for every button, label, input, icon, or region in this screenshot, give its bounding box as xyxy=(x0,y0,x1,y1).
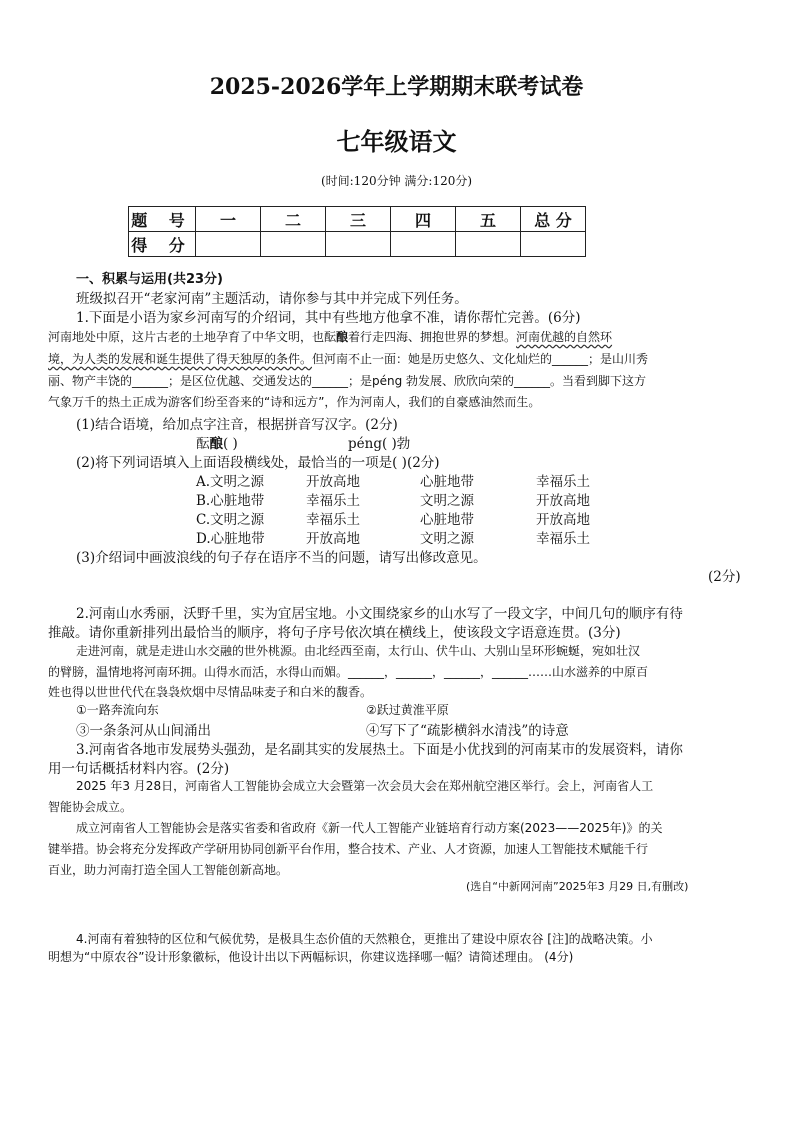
option-word: 文明之源 xyxy=(420,493,474,509)
q1-sub1-answer-a xyxy=(196,432,238,452)
option-word: 开放高地 xyxy=(306,474,360,490)
score-cell: 二 xyxy=(261,207,326,232)
answer-blank: ( ) xyxy=(223,436,238,452)
q3-material-line: 百业，助力河南打造全国人工智能创新高地。 xyxy=(48,863,289,877)
option-word: 幸福乐土 xyxy=(306,493,360,509)
q2-passage-line: 走进河南，就是走进山水交融的世外桃源。由北经西至南，太行山、伏牛山、大别山呈环形蜿蜒，宛如壮汉 xyxy=(76,644,641,658)
score-input-cell xyxy=(456,232,521,257)
score-cell: 四 xyxy=(391,207,456,232)
option-word: 开放高地 xyxy=(306,531,360,547)
q2-passage-line: 的臂膀，温情地将河南环拥。山得水而活，水得山而媚。______，______，______，______……山水滋养的中原百 xyxy=(48,665,649,679)
score-input-cell xyxy=(326,232,391,257)
score-table-header-row xyxy=(129,207,586,232)
q1-passage-line: 气象万千的热土正成为游客们纷至沓来的“诗和远方”，作为河南人，我们的自豪感油然而生。 xyxy=(48,395,541,409)
q3-source: (选自“中新网河南”2025年3 月29 日,有删改) xyxy=(466,880,689,893)
score-cell: 总 分 xyxy=(521,207,586,232)
score-input-cell xyxy=(261,232,326,257)
text-run: 着行走四海、拥抱世界的梦想。 xyxy=(348,330,517,344)
q4-stem: 明想为“中原农谷”设计形象徽标，他设计出以下两幅标识，你建议选择哪一幅？请简述理由。 (4分) xyxy=(48,950,574,964)
q2-passage-line: 姓也得以世世代代在袅袅炊烟中尽情品味麦子和白米的馥香。 xyxy=(48,685,373,699)
q1-sub3-score: (2分) xyxy=(708,569,741,585)
option-word: 心脏地带 xyxy=(420,512,474,528)
text-run: 河南地处中原，这片古老的土地孕育了中华文明，也酝 xyxy=(48,330,337,344)
text-run: 但河南不止一面：她是历史悠久、文化灿烂的______；是山川秀 xyxy=(312,352,649,366)
q3-material-line: 智能协会成立。 xyxy=(48,800,133,814)
q1-passage-line xyxy=(48,350,648,367)
q3-stem: 用一句话概括材料内容。(2分) xyxy=(48,761,230,777)
subject-title: 七年级语文 xyxy=(336,127,457,156)
score-cell: 题 号 xyxy=(129,207,196,232)
q3-material-line: 成立河南省人工智能协会是落实省委和省政府《新一代人工智能产业链培育行动方案(2023——2025年)》的关 xyxy=(76,821,663,835)
q3-material-line: 2025 年3 月28日，河南省人工智能协会成立大会暨第一次会员大会在郑州航空港区举行。会上，河南省人工 xyxy=(76,779,654,793)
option-word: 开放高地 xyxy=(536,512,590,528)
score-cell: 一 xyxy=(196,207,261,232)
q3-stem: 3.河南省各地市发展势头强劲，是名副其实的发展热土。下面是小优找到的河南某市的发展资料，请你 xyxy=(76,742,683,758)
score-cell: 得 分 xyxy=(129,232,196,257)
score-table-score-row xyxy=(129,232,586,257)
q1-sub3: (3)介绍词中画波浪线的句子存在语序不当的问题，请写出修改意见。 xyxy=(76,550,487,566)
q1-passage-line: 丽、物产丰饶的______；是区位优越、交通发达的______；是péng 勃发展、欣欣向荣的______。当看到脚下这方 xyxy=(48,374,647,388)
option-word: A.文明之源 xyxy=(196,474,265,490)
wavy-sentence: 境，为人类的发展和诞生提供了得天独厚的条件。 xyxy=(48,352,313,366)
q1-sub1: (1)结合语境，给加点字注音，根据拼音写汉字。(2分) xyxy=(76,417,398,433)
section-intro: 班级拟召开“老家河南”主题活动，请你参与其中并完成下列任务。 xyxy=(76,291,468,307)
option-word: 文明之源 xyxy=(420,531,474,547)
q2-stem: 2.河南山水秀丽，沃野千里，实为宜居宝地。小文围绕家乡的山水写了一段文字，中间几句的顺序有待 xyxy=(76,606,683,622)
score-cell: 三 xyxy=(326,207,391,232)
option-word: 幸福乐土 xyxy=(306,512,360,528)
option-word: 幸福乐土 xyxy=(536,531,590,547)
section-heading: 一、积累与运用(共23分) xyxy=(76,272,223,287)
option-word: 心脏地带 xyxy=(420,474,474,490)
option-word: C.文明之源 xyxy=(196,512,265,528)
q2-sentence-item: ③一条条河从山间涌出 xyxy=(76,723,211,739)
q1-stem: 1.下面是小语为家乡河南写的介绍词，其中有些地方他拿不准，请你帮忙完善。(6分) xyxy=(76,310,581,326)
option-word: 开放高地 xyxy=(536,493,590,509)
dotted-char: 酿 xyxy=(209,436,223,452)
wavy-sentence: 河南优越的自然环 xyxy=(516,330,613,344)
q1-sub1-answer-b: péng( )勃 xyxy=(348,436,411,452)
dotted-char: 酿 xyxy=(336,330,349,344)
score-input-cell xyxy=(521,232,586,257)
score-table xyxy=(128,206,586,257)
option-word: B.心脏地带 xyxy=(196,493,265,509)
q3-material-line: 键举措。协会将充分发挥政产学研用协同创新平台作用，整合技术、产业、人才资源，加速人工智能技术赋能千行 xyxy=(48,842,649,856)
q2-sentence-item: ②跃过黄淮平原 xyxy=(366,703,449,717)
option-word: 幸福乐土 xyxy=(536,474,590,490)
exam-title: 2025-2026学年上学期期末联考试卷 xyxy=(209,74,584,100)
q4-stem: 4.河南有着独特的区位和气候优势，是极具生态价值的天然粮仓，更推出了建设中原农谷 [注]的战略决策。小 xyxy=(76,932,653,946)
q2-sentence-item: ④写下了“疏影横斜水清浅”的诗意 xyxy=(366,723,569,739)
q1-passage-line xyxy=(48,328,612,345)
q2-stem: 推敲。请你重新排列出最恰当的顺序，将句子序号依次填在横线上，使该段文字语意连贯。(3分) xyxy=(48,625,621,641)
option-word: D.心脏地带 xyxy=(196,531,265,547)
score-cell: 五 xyxy=(456,207,521,232)
q1-sub2: (2)将下列词语填入上面语段横线处，最恰当的一项是( )(2分) xyxy=(76,455,440,471)
q2-sentence-item: ①一路奔流向东 xyxy=(76,703,159,717)
score-input-cell xyxy=(391,232,456,257)
text-run: 酝 xyxy=(196,436,210,452)
score-input-cell xyxy=(196,232,261,257)
time-info: (时间:120分钟 满分:120分) xyxy=(320,174,473,188)
